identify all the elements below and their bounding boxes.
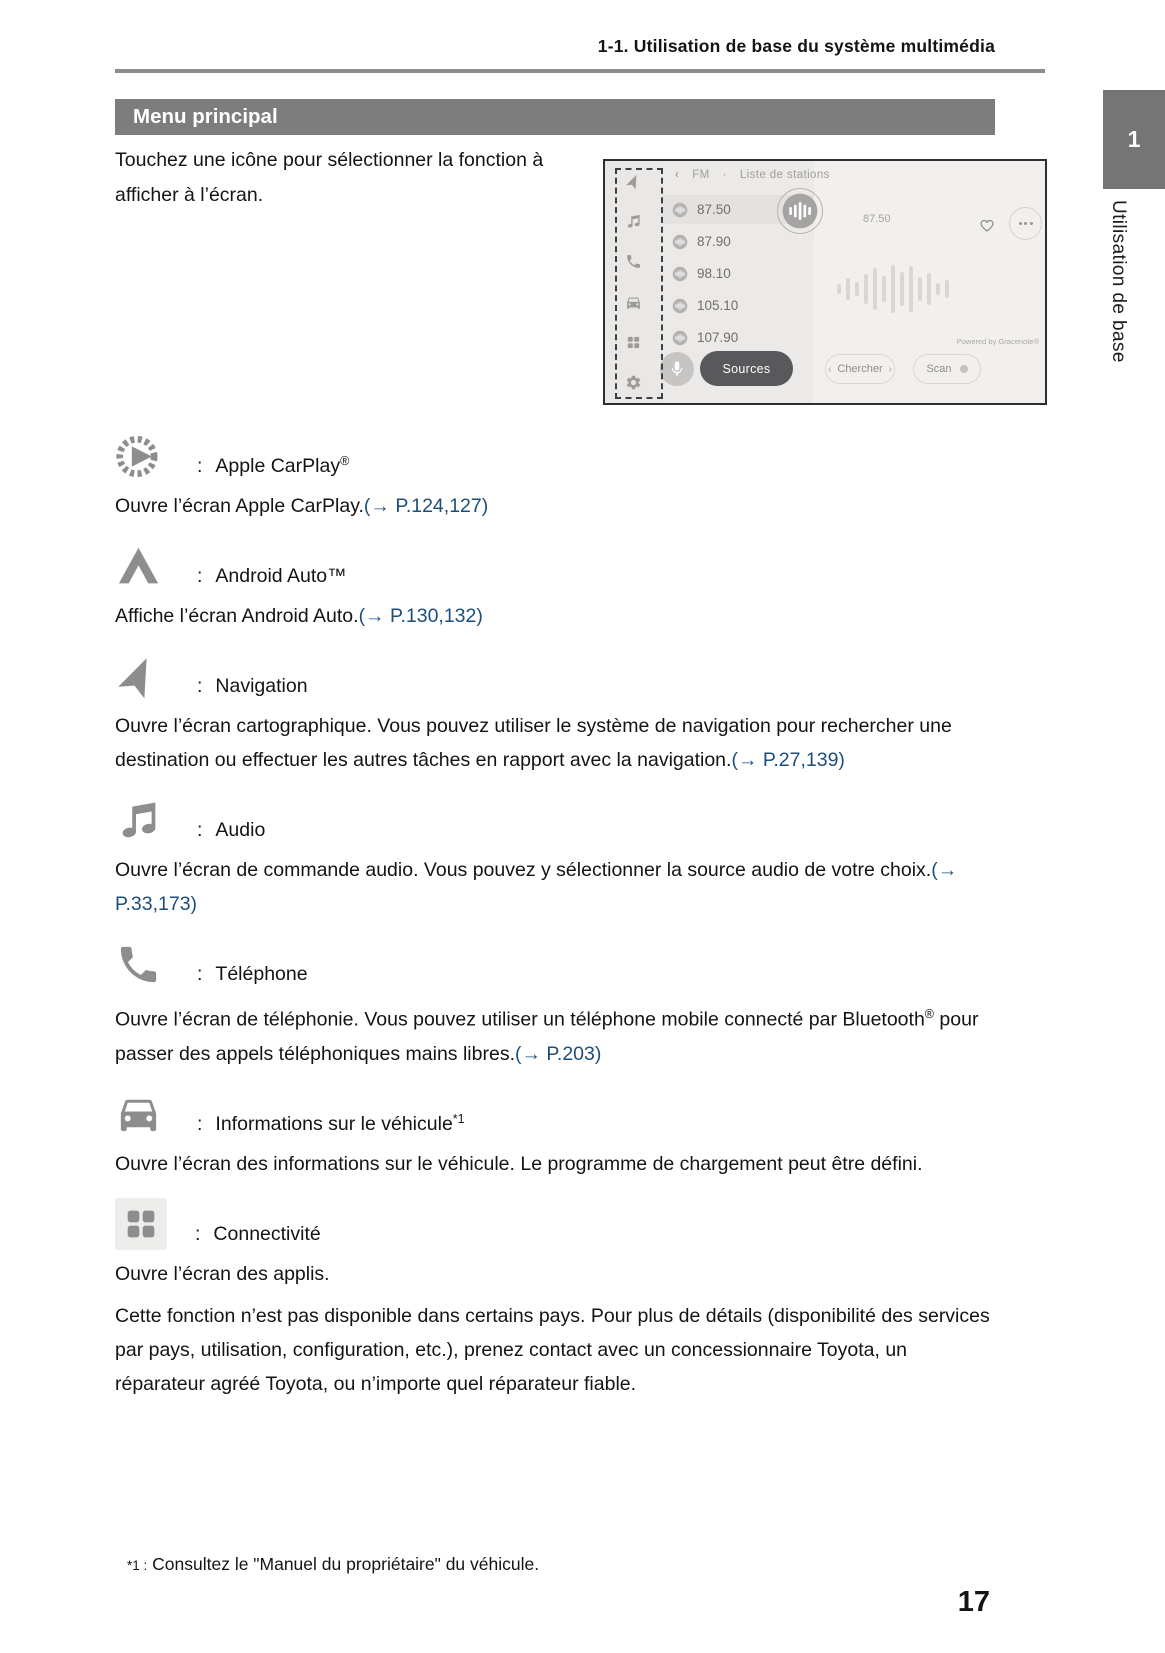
audio-icon xyxy=(115,797,162,844)
more-options-icon[interactable] xyxy=(1009,207,1042,240)
menu-item-description: Ouvre l’écran de commande audio. Vous pouvez y sélectionner la source audio de votre choix.(→ P.33,173) xyxy=(115,859,958,915)
menu-item-icon-wrap xyxy=(115,794,169,846)
sources-button[interactable]: Sources xyxy=(700,351,793,386)
station-frequency: 87.50 xyxy=(697,202,731,217)
now-playing-radio-icon xyxy=(777,188,823,234)
back-icon[interactable]: ‹ xyxy=(675,169,680,181)
menu-item-header xyxy=(115,430,995,482)
section-header: 1-1. Utilisation de base du système multimédia xyxy=(597,36,995,56)
menu-item-icon-wrap xyxy=(115,650,169,702)
menu-item-label-sup: *1 xyxy=(452,1111,465,1126)
label-colon: : xyxy=(197,1112,203,1135)
scan-label: Scan xyxy=(926,363,952,375)
menu-item-description: Ouvre l’écran cartographique. Vous pouvez utiliser le système de navigation pour rechercher une destination ou effectuer les autres tâches en rapport avec la navigation.(→ P.27,139) xyxy=(115,715,952,771)
seek-label: Chercher xyxy=(837,363,883,375)
menu-item-description: Affiche l’écran Android Auto.(→ P.130,132) xyxy=(115,605,483,627)
connectivity-icon xyxy=(121,1204,161,1244)
menu-item-header xyxy=(115,1198,995,1250)
menu-item xyxy=(115,1088,995,1181)
menu-item-description: Ouvre l’écran des applis. xyxy=(115,1262,330,1285)
intro-text: Touchez une icône pour sélectionner la fonction à afficher à l’écran. xyxy=(115,149,544,206)
menu-item xyxy=(115,540,995,633)
menu-item xyxy=(115,1198,995,1401)
label-colon: : xyxy=(197,565,203,587)
section-banner xyxy=(115,99,995,135)
menu-item xyxy=(115,650,995,777)
station-frequency: 107.90 xyxy=(697,330,739,345)
radio-station-icon xyxy=(672,330,688,346)
radio-station-icon xyxy=(672,266,688,282)
favorite-heart-icon[interactable] xyxy=(977,215,997,235)
menu-item-description: Ouvre l’écran de téléphonie. Vous pouvez utiliser un téléphone mobile connecté par Bluetooth® pour passer des appels téléphoniques mains libres.(→ P.203) xyxy=(115,1007,979,1065)
menu-item-label: Informations sur le véhicule xyxy=(215,1112,453,1135)
menu-item-icon-wrap xyxy=(115,938,169,990)
page-number: 17 xyxy=(957,1586,990,1618)
menu-item-description: Ouvre l’écran des informations sur le véhicule. Le programme de chargement peut être défini. xyxy=(115,1152,923,1175)
chapter-number: 1 xyxy=(1127,126,1141,152)
menu-item-header xyxy=(115,794,995,846)
menu-item xyxy=(115,430,995,523)
menu-item-label: Apple CarPlay xyxy=(215,455,341,477)
breadcrumb-separator: · xyxy=(722,169,727,181)
now-playing-frequency: 87.50 xyxy=(863,213,891,225)
menu-item-label: Audio xyxy=(215,819,266,841)
breadcrumb-label: Liste de stations xyxy=(739,169,830,181)
station-row[interactable] xyxy=(662,291,814,320)
seek-next-icon[interactable]: › xyxy=(888,363,892,375)
station-row[interactable] xyxy=(662,323,814,352)
navigation-icon xyxy=(115,653,162,700)
footnote xyxy=(127,1554,539,1575)
page-ref-link[interactable]: (→ P.124,127) xyxy=(363,495,489,517)
menu-item-icon-wrap xyxy=(115,540,169,592)
label-colon: : xyxy=(197,675,203,697)
page-ref-link[interactable]: (→ P.27,139) xyxy=(731,749,845,771)
page-ref-link[interactable]: (→ P.33,173) xyxy=(115,859,958,915)
chapter-number-tab xyxy=(1103,90,1165,189)
menu-item-header xyxy=(115,1088,995,1140)
station-frequency: 105.10 xyxy=(697,298,739,313)
phone-icon xyxy=(115,941,162,988)
radio-station-icon xyxy=(672,234,688,250)
chapter-side-label: Utilisation de base xyxy=(1108,200,1129,363)
menu-item-label: Android Auto™ xyxy=(215,565,347,587)
menu-item-label: Téléphone xyxy=(215,963,308,985)
label-colon: : xyxy=(195,1222,201,1245)
highlight-dashed-box xyxy=(615,168,663,399)
menu-item xyxy=(115,794,995,921)
menu-items xyxy=(115,430,995,1418)
menu-item-icon-wrap xyxy=(115,430,169,482)
menu-item-note: Cette fonction n’est pas disponible dans certains pays. Pour plus de détails (disponibilité des services par pays, utilisation, configuration, etc.), prenez contact avec un concessionnaire Toyota, un réparateur agréé Toyota, ou n’importe quel réparateur fiable. xyxy=(115,1304,990,1395)
powered-by-label: Powered by Gracenote® xyxy=(956,337,1039,346)
vehicle-info-icon xyxy=(115,1090,162,1137)
waveform-graphic xyxy=(837,261,987,317)
shot-breadcrumb xyxy=(675,169,830,181)
header-rule xyxy=(115,69,1045,73)
station-row[interactable] xyxy=(662,259,814,288)
carplay-icon xyxy=(115,433,162,480)
scan-button[interactable] xyxy=(913,354,981,384)
android-auto-icon xyxy=(115,543,162,590)
label-colon: : xyxy=(197,819,203,841)
radio-station-icon xyxy=(672,298,688,314)
source-label: FM xyxy=(692,169,710,181)
scan-indicator-dot xyxy=(960,365,968,373)
page-ref-link[interactable]: (→ P.203) xyxy=(515,1042,602,1065)
label-colon: : xyxy=(197,963,203,985)
menu-item-label: Navigation xyxy=(215,675,308,697)
station-frequency: 87.90 xyxy=(697,234,731,249)
menu-item-header xyxy=(115,540,995,592)
page-ref-link[interactable]: (→ P.130,132) xyxy=(358,605,483,627)
menu-item-icon-wrap xyxy=(115,1198,167,1250)
menu-item-label-sup: ® xyxy=(340,454,350,468)
menu-item-description: Ouvre l’écran Apple CarPlay.(→ P.124,127) xyxy=(115,495,489,517)
voice-mic-button[interactable] xyxy=(660,352,694,386)
menu-item-header xyxy=(115,650,995,702)
station-frequency: 98.10 xyxy=(697,266,731,281)
footnote-text: Consultez le "Manuel du propriétaire" du véhicule. xyxy=(152,1554,540,1574)
menu-item-header xyxy=(115,938,995,990)
radio-station-icon xyxy=(672,202,688,218)
footnote-marker: *1 : xyxy=(127,1558,148,1573)
banner-title: Menu principal xyxy=(133,105,278,128)
label-colon: : xyxy=(197,455,203,477)
multimedia-screenshot xyxy=(603,159,1047,405)
seek-prev-icon[interactable]: ‹ xyxy=(828,363,832,375)
seek-button[interactable] xyxy=(825,354,895,384)
menu-item xyxy=(115,938,995,1071)
menu-item-icon-wrap xyxy=(115,1088,169,1140)
menu-item-label: Connectivité xyxy=(213,1222,321,1245)
